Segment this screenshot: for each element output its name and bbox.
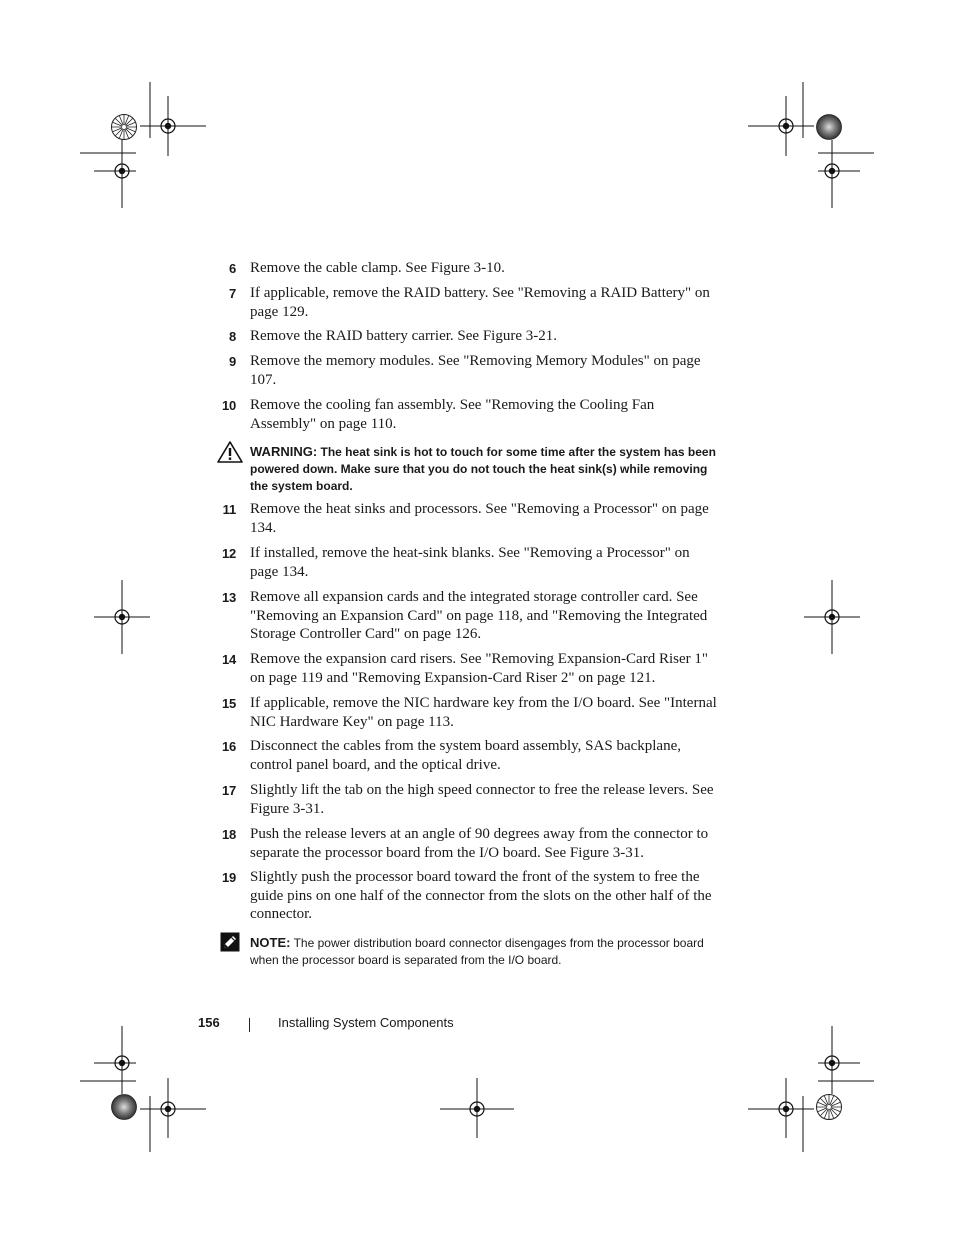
step-text: Remove the cooling fan assembly. See "Removing the Cooling Fan Assembly" on page 110.: [250, 397, 655, 432]
warning-text: The heat sink is hot to touch for some time after the system has been powered down. Make sure that you do not touch the heat sink(s) while removing the system board.: [250, 445, 716, 493]
note-notice: [250, 934, 718, 969]
step-text: Push the release levers at an angle of 90 degrees away from the connector to separate the processor board from the I/O board. See Figure 3-31.: [250, 826, 709, 861]
step-number: 13: [221, 590, 236, 605]
section-title: Installing System Components: [278, 1015, 454, 1030]
step-text: If applicable, remove the RAID battery. See "Removing a RAID Battery" on page 129.: [250, 285, 710, 320]
step-text: Remove the heat sinks and processors. See "Removing a Processor" on page 134.: [250, 501, 709, 536]
step-number: 16: [221, 739, 236, 754]
step-text: Remove the RAID battery carrier. See Figure 3-21.: [250, 328, 557, 344]
step-text: Disconnect the cables from the system board assembly, SAS backplane, control panel board, and the optical drive.: [250, 738, 682, 773]
step-text: If applicable, remove the NIC hardware key from the I/O board. See "Internal NIC Hardware Key" on page 113.: [250, 695, 717, 730]
step-number: 11: [222, 502, 236, 517]
warning-triangle-icon: [216, 440, 244, 464]
step-number: 14: [221, 652, 236, 667]
step-text: Slightly push the processor board toward the front of the system to free the guide pins on one half of the connector from the slots on the other half of the connector.: [250, 869, 712, 922]
step-number: 15: [221, 696, 236, 711]
step-number: 6: [228, 261, 236, 276]
warning-notice: [250, 443, 718, 495]
step-number: 19: [221, 870, 236, 885]
step-number: 7: [228, 286, 236, 301]
step-text: If installed, remove the heat-sink blanks. See "Removing a Processor" on page 134.: [250, 545, 690, 580]
note-pencil-icon: [220, 932, 240, 952]
footer-divider: [249, 1018, 250, 1032]
step-text: Remove all expansion cards and the integrated storage controller card. See "Removing an Expansion Card" on page 118, and "Removing the Integrated Storage Controller Card" on page 126.: [250, 589, 708, 642]
note-text: The power distribution board connector disengages from the processor board when the processor board is separated from the I/O board.: [250, 936, 704, 967]
step-text: Slightly lift the tab on the high speed connector to free the release levers. See Figure 3-31.: [250, 782, 714, 817]
step-text: Remove the memory modules. See "Removing Memory Modules" on page 107.: [250, 353, 701, 388]
warning-label: WARNING:: [250, 444, 318, 459]
step-number: 9: [228, 354, 236, 369]
step-number: 18: [221, 827, 236, 842]
note-label: NOTE:: [250, 935, 291, 950]
step-text: Remove the expansion card risers. See "Removing Expansion-Card Riser 1" on page 119 and "Removing Expansion-Card Riser 2" on page 121.: [250, 651, 708, 686]
step-number: 12: [221, 546, 236, 561]
step-number: 10: [221, 398, 236, 413]
step-text: Remove the cable clamp. See Figure 3-10.: [250, 260, 505, 276]
page-number: 156: [198, 1015, 220, 1030]
step-number: 17: [221, 783, 236, 798]
step-number: 8: [228, 329, 236, 344]
